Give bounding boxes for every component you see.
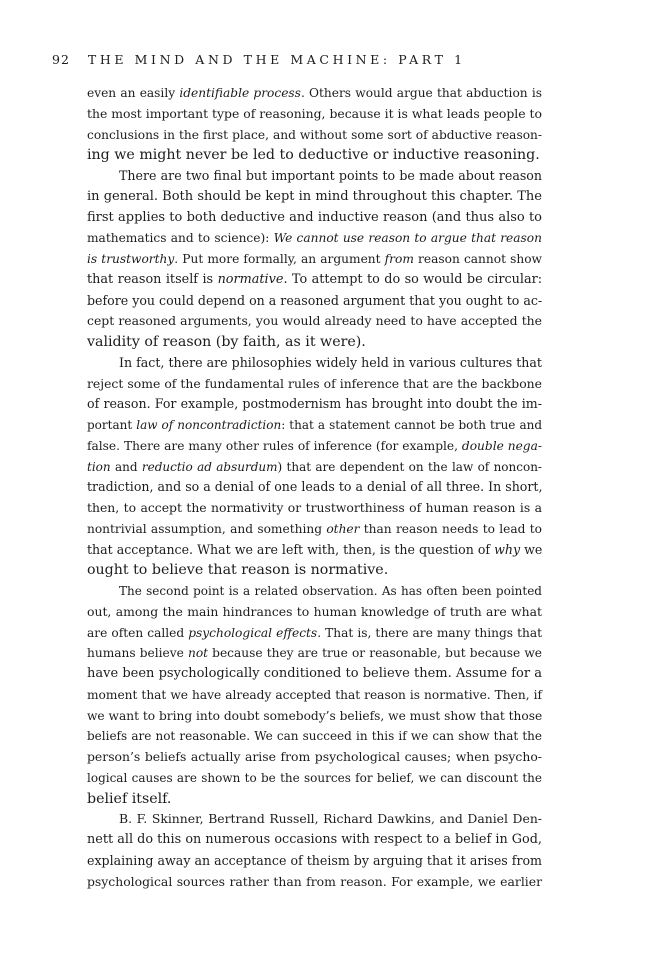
italic-text: We cannot use reason to argue that reason	[273, 231, 542, 246]
text-segment: humans believe	[87, 646, 188, 661]
text-line	[87, 540, 542, 561]
text-segment: ought to believe that reason is normative.	[87, 562, 389, 579]
text-line	[87, 374, 542, 395]
text-line	[87, 436, 542, 457]
text-line	[87, 353, 542, 374]
italic-text: reductio ad absurdum	[141, 459, 278, 474]
text-segment: ) that are dependent on the law of noncon-	[277, 459, 542, 474]
page-number: 92	[52, 52, 70, 67]
text-segment: . That is, there are many things that	[317, 625, 542, 640]
text-segment: logical causes are shown to be the sources for belief, we can discount the	[87, 770, 542, 785]
text-line	[87, 125, 542, 146]
text-segment: conclusions in the first place, and without some sort of abductive reason-	[87, 127, 542, 142]
text-segment: belief itself.	[87, 790, 172, 807]
text-segment: in general. Both should be kept in mind throughout this chapter. The	[87, 188, 542, 204]
running-title: THE MIND AND THE MACHINE: PART 1	[87, 52, 466, 67]
text-line	[87, 623, 542, 644]
text-segment: : that a statement cannot be both true and	[281, 418, 543, 432]
text-line	[87, 602, 542, 623]
text-line	[87, 560, 542, 581]
text-segment: because they are true or reasonable, but because we	[208, 646, 542, 661]
text-segment: nontrivial assumption, and something	[87, 521, 327, 536]
text-line	[87, 166, 542, 187]
text-line	[87, 768, 542, 789]
text-line	[87, 706, 542, 727]
text-line	[87, 83, 542, 104]
text-segment: mathematics and to science):	[87, 231, 274, 246]
italic-text: identifiable process	[179, 86, 301, 100]
text-segment: portant	[87, 418, 137, 432]
text-segment: we	[520, 541, 543, 557]
text-line	[87, 809, 542, 830]
italic-text: law of noncontradiction	[136, 418, 282, 432]
text-line	[87, 249, 542, 270]
text-segment: and	[110, 459, 142, 474]
text-segment: that reason itself is	[87, 271, 218, 287]
text-segment: There are two final but important points to be made about reason	[119, 168, 542, 183]
text-segment: psychological sources rather than from reason. For example, we earlier	[87, 873, 542, 889]
text-segment: explaining away an acceptance of theism by arguing that it arises from	[87, 852, 542, 868]
text-line	[87, 208, 542, 229]
text-segment: cept reasoned arguments, you would already need to have accepted the	[87, 313, 542, 329]
text-segment: then, to accept the normativity or trustworthiness of human reason is a	[87, 500, 542, 515]
text-segment: before you could depend on a reasoned argument that you ought to ac-	[87, 292, 543, 308]
italic-text: other	[326, 521, 360, 536]
text-line	[87, 643, 542, 664]
text-line	[87, 394, 542, 415]
text-line	[87, 291, 542, 312]
text-segment: even an easily	[87, 86, 180, 100]
text-segment: validity of reason (by faith, as it were).	[87, 334, 366, 350]
text-line	[87, 311, 542, 332]
text-line	[87, 477, 542, 498]
text-segment: B. F. Skinner, Bertrand Russell, Richard Dawkins, and Daniel Den-	[119, 811, 542, 827]
body-text	[87, 83, 542, 892]
text-line	[87, 145, 542, 166]
text-segment: we want to bring into doubt somebody’s beliefs, we must show that those	[87, 708, 543, 723]
text-line	[87, 872, 542, 893]
text-line	[87, 851, 542, 872]
text-line	[87, 664, 542, 685]
italic-text: normative	[217, 271, 284, 287]
text-line	[87, 104, 542, 125]
text-segment: The second point is a related observation. As has often been pointed	[119, 584, 542, 598]
text-segment: reason cannot show	[413, 252, 542, 266]
text-segment: are often called	[87, 625, 189, 640]
text-line	[87, 415, 542, 436]
text-line	[87, 228, 542, 249]
text-segment: nett all do this on numerous occasions with respect to a belief in God,	[87, 832, 542, 847]
text-line	[87, 498, 542, 519]
text-line	[87, 332, 542, 353]
text-segment: person’s beliefs actually arise from psychological causes; when psycho-	[87, 749, 542, 764]
text-line	[87, 830, 542, 851]
italic-text: tion	[87, 459, 111, 474]
italic-text: not	[187, 646, 209, 661]
text-line	[87, 519, 542, 540]
running-header	[52, 52, 466, 68]
text-segment: out, among the main hindrances to human knowledge of truth are what	[87, 603, 542, 619]
text-line	[87, 581, 542, 602]
text-segment: than reason needs to lead to	[359, 521, 542, 536]
text-segment: . To attempt to do so would be circular:	[283, 271, 543, 287]
text-segment: false. There are many other rules of inference (for example,	[87, 438, 462, 453]
text-line	[87, 457, 542, 478]
text-segment: . Put more formally, an argument	[174, 252, 385, 266]
text-line	[87, 270, 542, 291]
text-line	[87, 726, 542, 747]
text-segment: moment that we have already accepted that reason is normative. Then, if	[87, 687, 542, 702]
text-segment: In fact, there are philosophies widely held in various cultures that	[119, 354, 542, 370]
text-segment: the most important type of reasoning, because it is what leads people to	[87, 105, 542, 121]
text-segment: ing we might never be led to deductive or inductive reasoning.	[87, 147, 540, 164]
italic-text: is trustworthy	[87, 252, 175, 266]
text-segment: that acceptance. What we are left with, then, is the question of	[87, 541, 495, 557]
text-line	[87, 187, 542, 208]
text-segment: reject some of the fundamental rules of inference that are the backbone	[87, 375, 542, 391]
text-segment: . Others would argue that abduction is	[300, 86, 542, 100]
text-line	[87, 685, 542, 706]
text-line	[87, 747, 542, 768]
text-segment: beliefs are not reasonable. We can succeed in this if we can show that the	[87, 729, 542, 744]
text-line	[87, 789, 542, 810]
text-segment: of reason. For example, postmodernism has brought into doubt the im-	[87, 396, 542, 412]
text-segment: tradiction, and so a denial of one leads to a denial of all three. In short,	[87, 479, 543, 495]
italic-text: from	[384, 252, 414, 266]
italic-text: double nega-	[461, 438, 542, 453]
italic-text: why	[494, 541, 521, 557]
text-segment: have been psychologically conditioned to believe them. Assume for a	[87, 666, 542, 681]
italic-text: psychological effects	[188, 625, 318, 640]
text-segment: first applies to both deductive and inductive reason (and thus also to	[87, 209, 542, 225]
